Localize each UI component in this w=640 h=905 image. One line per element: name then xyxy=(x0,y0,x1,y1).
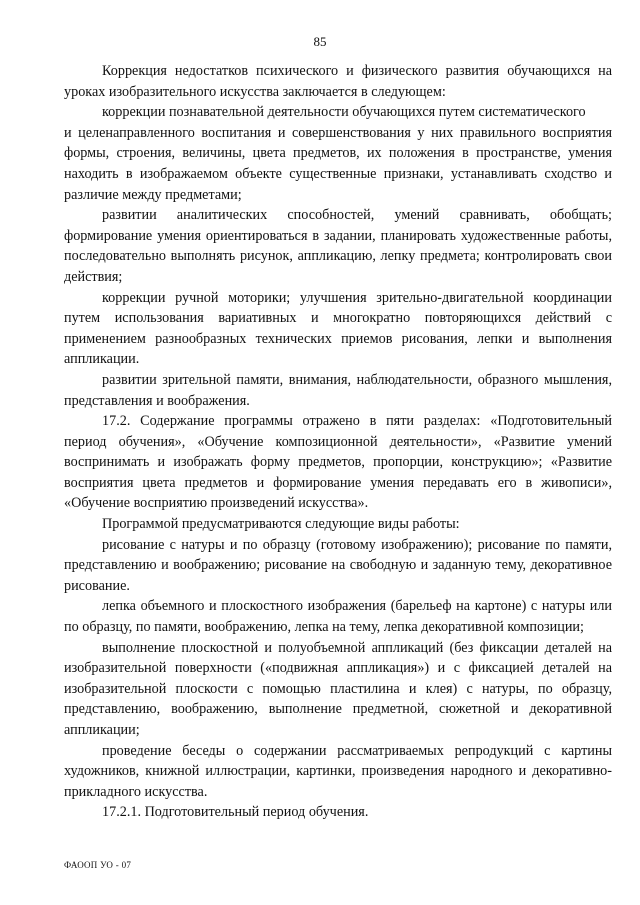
paragraph-conversation: проведение беседы о содержании рассматриваемых репродукций с картины художников, книжной иллюстрации, картинки, произведения народного и декоративно-прикладного искусства. xyxy=(64,742,612,800)
paragraph-drawing: рисование с натуры и по образцу (готовому изображению); рисование по памяти, представлению и воображению; рисование на свободную и заданную тему, декоративное рисование. xyxy=(64,536,612,594)
paragraph-work-types-intro: Программой предусматриваются следующие виды работы: xyxy=(102,516,460,533)
paragraph-analytical-abilities: развитии аналитических способностей, умений сравнивать, обобщать; формирование умения ориентироваться в задании, планировать художественные работы, последовательно выполнять рисунок, аппликацию, лепку предмета; контролировать свои действия; xyxy=(64,207,612,285)
paragraph-program-content: 17.2. Содержание программы отражено в пяти разделах: «Подготовительный период обучения», «Обучение композиционной деятельности», «Развитие умений воспринимать и изображать форму предметов, пропорции, конструкцию»; «Развитие восприятия цвета предметов и формирование умения передавать его в живописи», «Обучение восприятию произведений искусства». xyxy=(64,413,612,512)
paragraph-cognitive-correction-cont: и целенаправленного воспитания и совершенствования у них правильного восприятия формы, строения, величины, цвета предметов, их положения в пространстве, умения находить в изображаемом объекте существенные признаки, устанавливать сходство и различие между предметами; xyxy=(64,124,612,203)
paragraph-cognitive-correction: коррекции познавательной деятельности обучающихся путем систематического xyxy=(102,104,586,121)
paragraph-intro: Коррекция недостатков психического и физического развития обучающихся на уроках изобразительного искусства заключается в следующем: xyxy=(64,63,612,100)
paragraph-modeling: лепка объемного и плоскостного изображения (барельеф на картоне) с натуры или по образцу, по памяти, воображению, лепка на тему, лепка декоративной композиции; xyxy=(64,598,612,636)
paragraph-applique: выполнение плоскостной и полуобъемной аппликаций (без фиксации деталей на изобразительной поверхности («подвижная аппликация») и с фиксацией деталей на изобразительной плоскости с помощью пластилина и клея) с натуры, по образцу, представлению, воображению, выполнение предметной, сюжетной и декоративной аппликации; xyxy=(64,639,612,738)
section-heading: 17.2.1. Подготовительный период обучения. xyxy=(102,804,369,821)
footer-code: ФАООП УО - 07 xyxy=(64,860,132,870)
paragraph-visual-memory: развитии зрительной памяти, внимания, наблюдательности, образного мышления, представления и воображения. xyxy=(64,371,612,409)
paragraph-motor-correction: коррекции ручной моторики; улучшения зрительно-двигательной координации путем использования вариативных и многократно повторяющихся действий с применением разнообразных технических приемов рисования, лепки и выполнения аппликации. xyxy=(64,289,612,368)
document-body xyxy=(64,61,612,823)
page-number: 85 xyxy=(313,34,327,49)
